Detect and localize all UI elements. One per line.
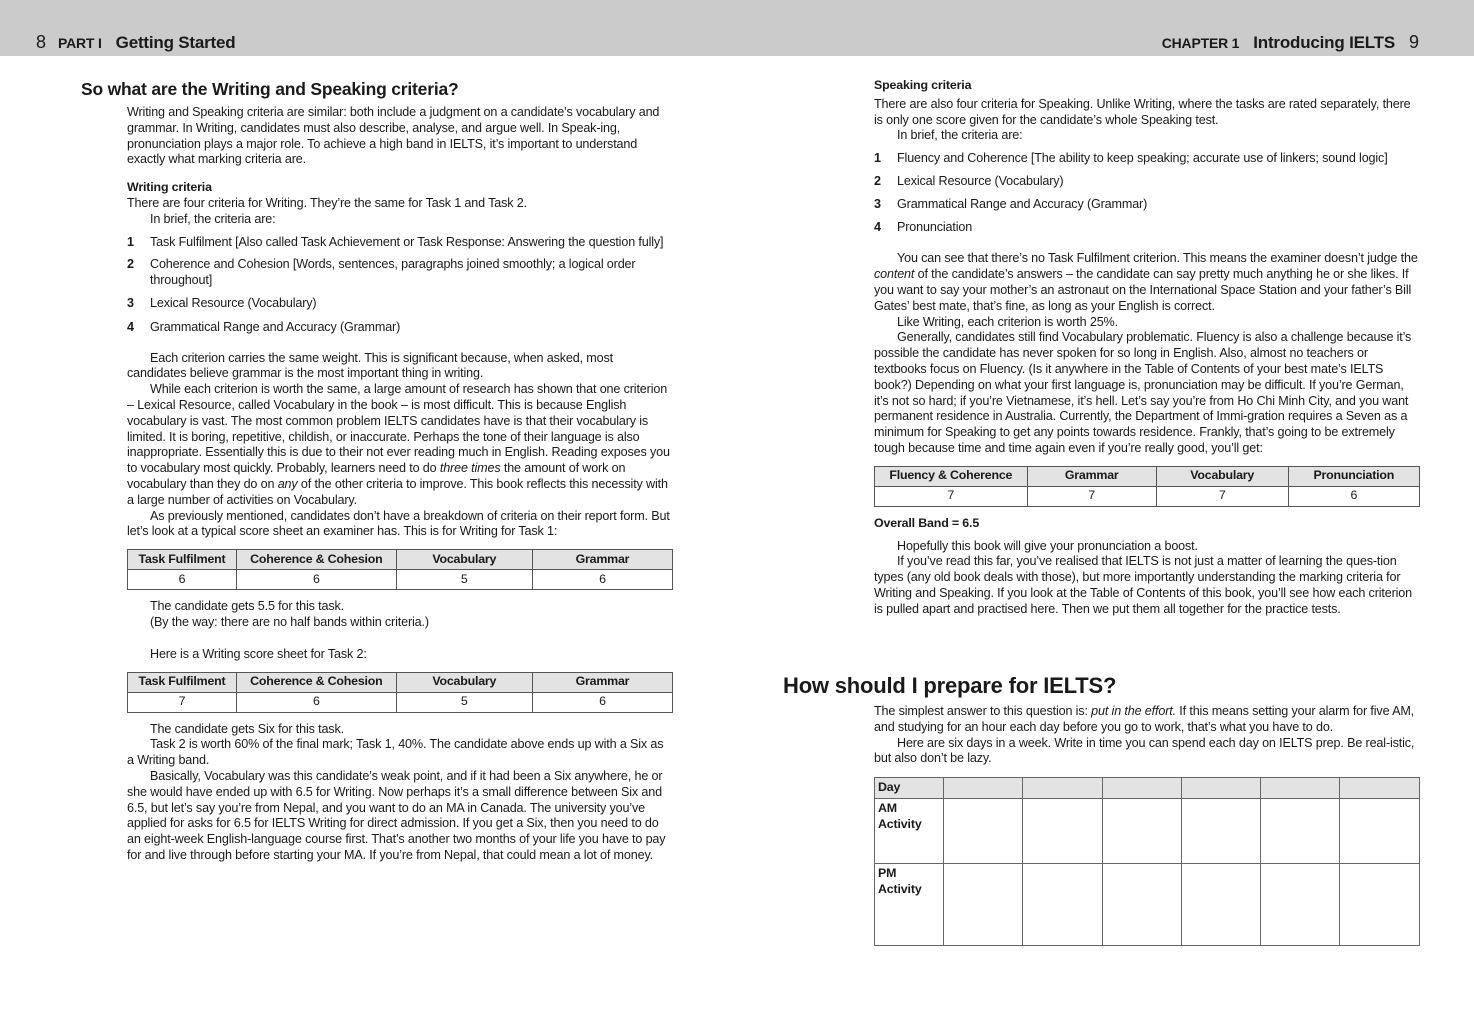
table-cell: 6 [237, 570, 397, 590]
task2-intro: Here is a Writing score sheet for Task 2: [150, 646, 367, 661]
left-running-header [36, 31, 235, 54]
content-paragraph [874, 251, 1420, 314]
prepare-heading-block [783, 673, 1423, 699]
research-text-a: While each criterion is worth the same, a large amount of research has shown that one criterion – Lexical Resource, called Vocabulary in the book – is most difficult. This is because English vocabulary is vast. The most common problem IELTS candidates have is that their vocabulary is limited. It is boring, repetitive, childish, or inaccurate. Perhaps the tone of their language is also inappropriate. Essentially this is due to their not ever reading much in English. Reading exposes you to vocabulary most quickly. Probably, learners need to do [127, 382, 670, 476]
six-days-paragraph: Here are six days in a week. Write in time you can spend each day on IELTS prep. Be real-istic, but also don’t be lazy. [874, 735, 1415, 766]
writing-criteria-subheading: Writing criteria [127, 180, 212, 195]
left-page-body [127, 105, 673, 864]
task2-score-table [127, 672, 673, 713]
table-header: Grammar [532, 550, 672, 570]
table-cell: 7 [875, 486, 1028, 506]
content-text-b: of the candidate’s answers – the candidate can say pretty much anything he or she likes. If you want to say your mother’s an astronaut on the International Space Station and your father’s Bill Gates’ best mate, that’s fine, as long as your English is correct. [874, 267, 1412, 313]
table-header: Task Fulfilment [128, 672, 237, 692]
table-header: Vocabulary [396, 550, 532, 570]
table-cell: 7 [1027, 486, 1156, 506]
list-number: 1 [127, 234, 134, 249]
list-item [874, 197, 1420, 213]
list-item [874, 151, 1420, 167]
list-item [127, 257, 673, 289]
section-heading-criteria: So what are the Writing and Speaking criteria? [81, 79, 459, 99]
left-page-number: 8 [36, 32, 47, 52]
chapter-label: CHAPTER 1 [1161, 35, 1240, 51]
day-column-header[interactable] [943, 778, 1023, 799]
table-cell: 5 [396, 692, 532, 712]
plan-cell[interactable] [1182, 863, 1261, 945]
table-header: Fluency & Coherence [875, 466, 1028, 486]
list-text: Fluency and Coherence [The ability to keep speaking; accurate use of linkers; sound logic] [897, 151, 1388, 166]
simplest-paragraph [874, 704, 1420, 736]
list-number: 3 [127, 295, 134, 310]
plan-cell[interactable] [943, 798, 1023, 863]
writing-criteria-list [127, 235, 673, 336]
list-text: Lexical Resource (Vocabulary) [150, 295, 317, 310]
content-emphasis: content [874, 267, 915, 282]
table-header: Vocabulary [1156, 466, 1288, 486]
am-activity-label: AM Activity [875, 798, 944, 863]
task1-score-table [127, 549, 673, 590]
research-emphasis-three-times: three times [439, 461, 501, 476]
study-plan-table [874, 777, 1420, 946]
task2-result: The candidate gets Six for this task. [150, 721, 344, 736]
writing-criteria-intro: There are four criteria for Writing. They’re the same for Task 1 and Task 2. [127, 195, 527, 210]
table-header: Grammar [1027, 466, 1156, 486]
table-cell: 6 [532, 570, 672, 590]
table-header: Grammar [532, 672, 672, 692]
part-title: Getting Started [115, 33, 236, 52]
task1-note: (By the way: there are no half bands within criteria.) [150, 614, 429, 629]
plan-cell[interactable] [1102, 798, 1182, 863]
speaking-criteria-brief: In brief, the criteria are: [897, 128, 1023, 143]
day-column-header[interactable] [1182, 778, 1261, 799]
research-paragraph [127, 382, 673, 508]
table-cell: 5 [396, 570, 532, 590]
read-far-paragraph: If you’ve read this far, you’ve realised that IELTS is not just a matter of learning the ques-tion types (any old book deals with those), but more importantly understanding the marking criteria for Writing and Speaking. If you look at the Table of Contents of this book, you’ll see how each criterion is pulled apart and practised here. Then we put them all together for the practice tests. [874, 554, 1412, 616]
task1-result: The candidate gets 5.5 for this task. [150, 599, 344, 614]
list-text: Lexical Resource (Vocabulary) [897, 173, 1064, 188]
right-page-body-bottom [874, 704, 1420, 946]
plan-cell[interactable] [1261, 798, 1340, 863]
list-number: 3 [874, 196, 881, 211]
list-item [874, 174, 1420, 190]
right-page-body-top [874, 78, 1420, 618]
research-text-c: of the other criteria to improve. This book reflects this necessity with a large number of activities on Vocabulary. [127, 476, 668, 507]
speaking-score-table [874, 466, 1420, 507]
writing-criteria-brief: In brief, the criteria are: [150, 211, 276, 226]
table-header: Vocabulary [396, 672, 532, 692]
content-text-a: You can see that there’s no Task Fulfilment criterion. This means the examiner doesn’t judge the [897, 251, 1418, 266]
weight-paragraph: Each criterion carries the same weight. This is significant because, when asked, most candidates believe grammar is the most important thing in writing. [127, 350, 614, 381]
pm-activity-label: PM Activity [875, 863, 944, 945]
list-number: 1 [874, 151, 881, 166]
table-header: Coherence & Cohesion [237, 672, 397, 692]
list-item [127, 320, 673, 336]
plan-cell[interactable] [1102, 863, 1182, 945]
list-item [127, 296, 673, 312]
list-number: 4 [127, 319, 134, 334]
chapter-title: Introducing IELTS [1253, 33, 1395, 52]
simplest-text-b: If this means setting your alarm for five AM, and studying for an hour each day before you go to work, that’s what you have to do. [874, 704, 1415, 734]
list-text: Grammatical Range and Accuracy (Grammar) [897, 196, 1148, 211]
intro-paragraph: Writing and Speaking criteria are similar: both include a judgment on a candidate’s vocabulary and grammar. In Writing, candidates must also describe, analyse, and argue well. In Speak-ing, pronunciation plays a major role. To achieve a high band in IELTS, it’s important to understand exactly what marking criteria are. [127, 105, 660, 167]
table-header: Pronunciation [1288, 466, 1419, 486]
plan-cell[interactable] [1023, 798, 1103, 863]
like-writing-paragraph: Like Writing, each criterion is worth 25%. [897, 314, 1118, 329]
table-cell: 7 [1156, 486, 1288, 506]
right-page-number: 9 [1408, 32, 1419, 52]
speaking-criteria-subheading: Speaking criteria [874, 78, 972, 92]
scoresheet-paragraph: As previously mentioned, candidates don’t have a breakdown of criteria on their report form. But let’s look at a typical score sheet an examiner has. This is for Writing for Task 1: [127, 508, 670, 539]
list-item [874, 220, 1420, 236]
list-text: Pronunciation [897, 219, 973, 234]
generally-paragraph: Generally, candidates still find Vocabulary problematic. Fluency is also a challenge because it’s possible the candidate has never spoken for so long in English. Also, almost no teachers or textbooks focus on Fluency. (Is it anywhere in the Table of Contents of your best mate’s IELTS book?) Depending on what your first language is, pronunciation may be difficult. If you’re German, it’s not so hard; if you’re Vietnamese, it’s hell. Let’s say you’re from Ho Chi Minh City, and you want permanent residence in Australia. Currently, the Department of Immi-gration requires a Seven as a minimum for Speaking to get any points towards residence. Frankly, that’s going to be extremely tough because time and time again even if you’re really good, you’ll get: [874, 330, 1412, 455]
day-column-header[interactable] [1261, 778, 1340, 799]
plan-cell[interactable] [1182, 798, 1261, 863]
plan-cell[interactable] [943, 863, 1023, 945]
list-number: 2 [127, 257, 134, 272]
day-column-header[interactable] [1102, 778, 1182, 799]
day-column-header[interactable] [1023, 778, 1103, 799]
day-column-header[interactable] [1340, 778, 1420, 799]
plan-cell[interactable] [1023, 863, 1103, 945]
list-text: Task Fulfilment [Also called Task Achievement or Task Response: Answering the question fully] [150, 234, 664, 249]
simplest-text-a: The simplest answer to this question is: [874, 704, 1092, 718]
simplest-emphasis: put in the effort. [1091, 704, 1176, 718]
table-cell: 6 [1288, 486, 1419, 506]
plan-cell[interactable] [1340, 798, 1420, 863]
plan-cell[interactable] [1340, 863, 1420, 945]
table-cell: 6 [237, 692, 397, 712]
overall-band: Overall Band = 6.5 [874, 515, 980, 530]
research-emphasis-any: any [277, 476, 298, 491]
day-header-label: Day [875, 778, 944, 799]
list-text: Coherence and Cohesion [Words, sentences, paragraphs joined smoothly; a logical order throughout] [150, 257, 636, 288]
part-label: PART I [58, 35, 102, 51]
weighting-paragraph: Task 2 is worth 60% of the final mark; Task 1, 40%. The candidate above ends up with a Six as a Writing band. [127, 737, 664, 768]
left-page-heading-block [81, 78, 681, 100]
list-item [127, 235, 673, 251]
nepal-paragraph: Basically, Vocabulary was this candidate’s weak point, and if it had been a Six anywhere, he or she would have ended up with 6.5 for Writing. Now perhaps it’s a small difference between Six and 6.5, but let’s say you’re from Nepal, and you want to do an MA in Canada. The university you’ve applied for asks for 6.5 for IELTS Writing for direct admission. If you get a Six, then you need to do an eight-week English-language course first. That’s another two months of your life you have to pay for and live through before starting your MA. If you’re from Nepal, that could mean a lot of money. [127, 768, 666, 862]
table-header: Task Fulfilment [128, 550, 237, 570]
table-cell: 7 [128, 692, 237, 712]
table-cell: 6 [532, 692, 672, 712]
list-text: Grammatical Range and Accuracy (Grammar) [150, 319, 401, 334]
section-heading-prepare: How should I prepare for IELTS? [783, 673, 1117, 698]
research-text-b: the amount of work on vocabulary than they do on [127, 461, 626, 491]
table-header: Coherence & Cohesion [237, 550, 397, 570]
list-number: 2 [874, 173, 881, 188]
plan-cell[interactable] [1261, 863, 1340, 945]
table-cell: 6 [128, 570, 237, 590]
hopefully-paragraph: Hopefully this book will give your pronunciation a boost. [897, 538, 1198, 553]
speaking-criteria-list [874, 151, 1420, 235]
right-running-header [1162, 31, 1419, 54]
list-number: 4 [874, 219, 881, 234]
speaking-criteria-intro: There are also four criteria for Speaking. Unlike Writing, where the tasks are rated separately, there is only one score given for the candidate’s whole Speaking test. [874, 96, 1411, 127]
